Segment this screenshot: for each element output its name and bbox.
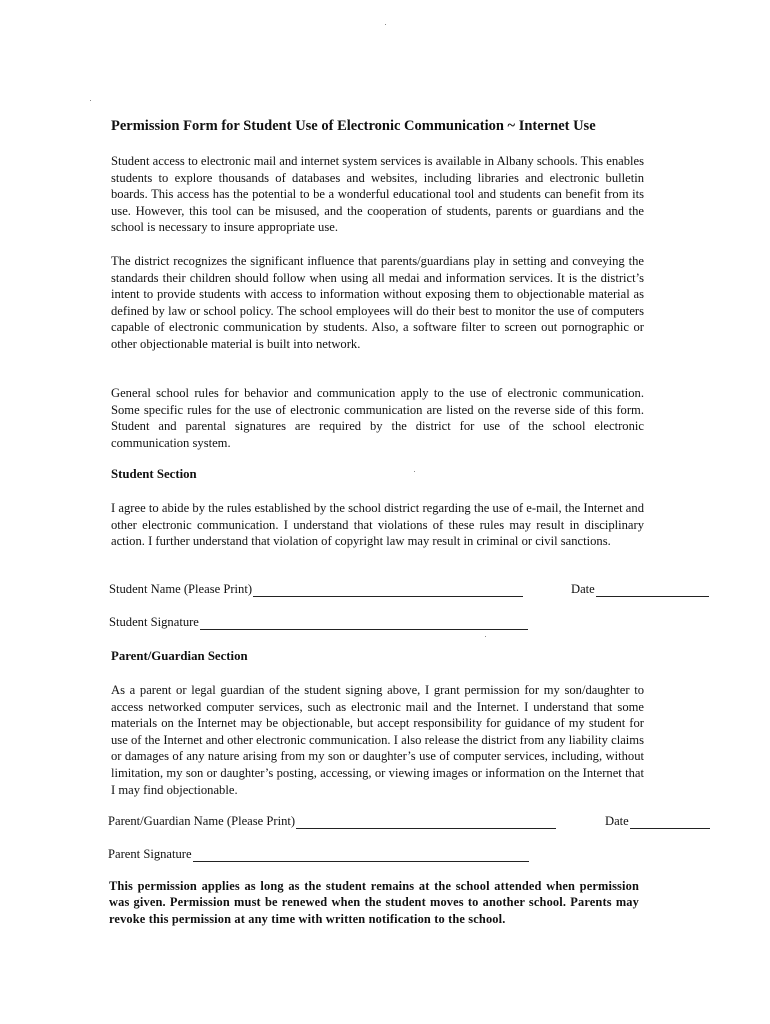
intro-paragraph-rules: General school rules for behavior and communication apply to the use of electronic communication. Some specific rules for the use of electronic communication are listed on the reverse side of this form. Student and parental signatures are required by the district for use of the school electronic communication system.: [111, 386, 644, 450]
parent-date-label: Date: [605, 814, 629, 828]
student-signature-field[interactable]: [109, 615, 528, 630]
student-date-label: Date: [571, 582, 595, 596]
student-signature-label: Student Signature: [109, 615, 199, 629]
parent-signature-label: Parent Signature: [108, 847, 192, 861]
scan-speck: [414, 471, 415, 472]
parent-permission-text: As a parent or legal guardian of the student signing above, I grant permission for my son/daughter to access networked computer services, such as electronic mail and the Internet. I understand that some materials on the Internet may be objectionable, but accept responsibility for guidance of my student for use of the Internet and other electronic communication. I also release the district from any liability claims or damages of any nature arising from my son or daughter’s use of computer services, including, without limitation, my son or daughter’s posting, accessing, or viewing images or information on the Internet that I may find objectionable.: [111, 683, 644, 797]
student-name-line[interactable]: [253, 584, 523, 597]
form-title: Permission Form for Student Use of Electronic Communication ~ Internet Use: [111, 118, 596, 134]
scan-speck: [90, 100, 91, 101]
intro-paragraph-access: Student access to electronic mail and internet system services is available in Albany schools. This enables students to explore thousands of databases and websites, including libraries and electronic bulletin boards. This access has the potential to be a wonderful educational tool and students can benefit from its use. However, this tool can be misused, and the cooperation of students, parents or guardians and the school is necessary to insure appropriate use.: [111, 154, 644, 235]
student-signature-line[interactable]: [200, 617, 528, 630]
scan-speck: [385, 24, 386, 25]
parent-signature-line[interactable]: [193, 849, 529, 862]
parent-signature-field[interactable]: [108, 847, 529, 862]
student-date-field[interactable]: [571, 582, 709, 597]
intro-paragraph-district: The district recognizes the significant influence that parents/guardians play in setting and conveying the standards their children should follow when using all medai and information services. It is the district’s intent to provide students with access to information without exposing them to objectionable material as defined by law or school policy. The school employees will do their best to monitor the use of computers capable of electronic communication by students. Also, a software filter to screen out pornographic or other objectionable material is built into network.: [111, 254, 644, 351]
parent-date-line[interactable]: [630, 816, 710, 829]
parent-name-label: Parent/Guardian Name (Please Print): [108, 814, 296, 828]
parent-section-heading: Parent/Guardian Section: [111, 649, 248, 663]
student-name-field[interactable]: [109, 582, 523, 597]
parent-name-field[interactable]: [108, 814, 556, 829]
student-date-line[interactable]: [596, 584, 709, 597]
student-name-label: Student Name (Please Print): [109, 582, 253, 596]
parent-name-line[interactable]: [296, 816, 556, 829]
parent-date-field[interactable]: [605, 814, 710, 829]
student-agreement-text: I agree to abide by the rules established by the school district regarding the use of e-mail, the Internet and other electronic communication. I understand that violations of these rules may result in disciplinary action. I further understand that violation of copyright law may result in criminal or civil sanctions.: [111, 501, 644, 549]
scan-speck: [485, 636, 486, 637]
permission-duration-note: This permission applies as long as the student remains at the school attended when permission was given. Permission must be renewed when the student moves to another school. Parents may revoke this permission at any time with written notification to the school.: [109, 879, 639, 926]
student-section-heading: Student Section: [111, 467, 197, 481]
